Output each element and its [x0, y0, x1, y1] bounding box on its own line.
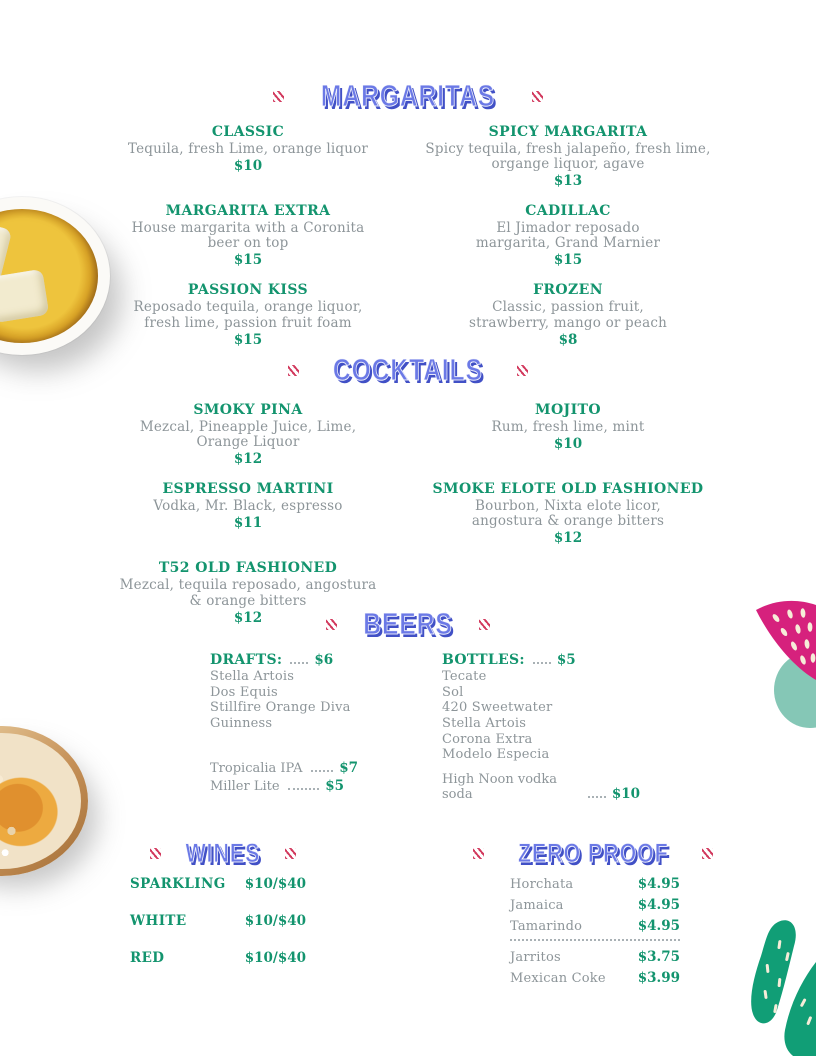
cocktails-title-row [0, 352, 816, 388]
beer-name: 420 Sweetwater [442, 700, 553, 716]
beer-name: Stella Artois [442, 716, 527, 732]
sparkle-icon [532, 91, 543, 102]
item-name: CADILLAC [525, 203, 611, 220]
wine-name: SPARKLING [130, 876, 226, 892]
drafts-label: DRAFTS: [210, 652, 283, 668]
zero-proof-title-row [478, 838, 708, 869]
bottles-header [442, 652, 576, 668]
wines-list [130, 876, 306, 987]
cocktails-grid [88, 402, 728, 626]
drink-price: $4.95 [637, 918, 680, 934]
wines-title-row [118, 838, 328, 869]
item-price: $12 [233, 609, 263, 626]
item-desc: Tequila, fresh Lime, orange liquor [127, 141, 369, 157]
wine-row-white [130, 913, 306, 929]
sparkle-icon [288, 365, 299, 376]
wine-price: $10/$40 [244, 913, 306, 929]
item-price: $13 [553, 173, 583, 190]
beer-price: $10 [611, 786, 640, 803]
menu-item-frozen [418, 282, 718, 347]
beer-name: High Noon vodka soda [442, 772, 557, 803]
zero-proof-row [510, 918, 680, 934]
zero-proof-list [510, 876, 680, 991]
cactus-illustration [744, 916, 816, 1056]
drafts-price: $6 [314, 652, 334, 668]
item-desc: House margarita with a Coronita beer on top [131, 220, 365, 252]
wine-name: RED [130, 950, 165, 966]
zero-proof-row [510, 949, 680, 965]
item-desc: Mezcal, Pineapple Juice, Lime, Orange Liquor [139, 419, 357, 451]
beer-name: Modelo Especia [442, 747, 550, 763]
beers-title-row [0, 606, 816, 642]
menu-item-margarita-extra [98, 203, 398, 268]
zero-proof-row [510, 970, 680, 986]
item-desc: Classic, passion fruit, strawberry, mango or peach [469, 299, 667, 331]
item-price: $15 [233, 331, 263, 348]
dotted-leader [288, 788, 320, 790]
item-desc: Spicy tequila, fresh jalapeño, fresh lime, organge liquor, agave [425, 141, 711, 173]
menu-item-passion-kiss [98, 282, 398, 347]
beer-foam [0, 733, 81, 869]
dotted-leader [533, 662, 551, 664]
item-desc: El Jimador reposado margarita, Grand Marnier [475, 220, 661, 252]
zero-proof-row [510, 897, 680, 913]
beer-name: Stillfire Orange Diva [210, 700, 351, 716]
menu-item-classic [98, 124, 398, 174]
bottles-extras [442, 772, 642, 802]
item-name: SPICY MARGARITA [488, 124, 648, 140]
sparkle-icon [473, 848, 484, 859]
menu-item-smoky-pina [98, 402, 398, 467]
wine-price: $10/$40 [244, 876, 306, 892]
item-desc: Bourbon, Nixta elote licor, angostura & orange bitters [471, 498, 665, 530]
beer-name: Miller Lite [210, 778, 280, 794]
item-name: SMOKY PINA [193, 402, 303, 418]
item-price: $8 [558, 331, 578, 348]
item-name: ESPRESSO MARTINI [162, 481, 334, 498]
item-price: $10 [233, 158, 263, 175]
item-name: FROZEN [533, 282, 603, 299]
beer-name: Corona Extra [442, 731, 533, 747]
sparkle-icon [702, 848, 713, 859]
margaritas-title-row [0, 78, 816, 114]
section-title-beers: BEERS [363, 606, 453, 641]
item-name: CLASSIC [211, 124, 285, 140]
wine-price: $10/$40 [244, 950, 306, 966]
item-price: $12 [553, 530, 583, 547]
item-price: $11 [233, 515, 263, 532]
bottles-price: $5 [556, 652, 576, 668]
beer-name: Tecate [442, 669, 487, 684]
item-name: MARGARITA EXTRA [165, 203, 331, 220]
item-price: $15 [233, 252, 263, 269]
drink-price: $3.75 [637, 949, 680, 965]
drink-name: Tamarindo [510, 919, 583, 934]
drafts-column [210, 652, 360, 796]
sparkle-icon [326, 619, 337, 630]
dotted-leader [290, 662, 308, 664]
menu-item-smoke-elote-old-fashioned [418, 481, 718, 546]
drafts-extras [210, 760, 360, 794]
beer-priced-row [442, 772, 640, 802]
item-price: $15 [553, 252, 583, 269]
drink-name: Jamaica [510, 898, 564, 913]
margaritas-grid [88, 124, 728, 348]
drink-price: $3.99 [637, 970, 680, 986]
drink-name: Jarritos [510, 950, 561, 965]
beer-price: $5 [325, 777, 344, 794]
item-price: $12 [233, 451, 263, 468]
menu-item-mojito [418, 402, 718, 452]
menu-item-cadillac [418, 203, 718, 268]
drafts-header [210, 652, 332, 668]
beer-photo [0, 726, 88, 876]
drink-name: Mexican Coke [510, 971, 606, 986]
menu-item-espresso-martini [98, 481, 398, 531]
drafts-list [210, 670, 360, 732]
wine-row-red [130, 950, 306, 966]
section-title-margaritas: MARGARITAS [320, 78, 496, 113]
bottles-list [442, 670, 642, 763]
item-desc: Reposado tequila, orange liquor, fresh lime, passion fruit foam [133, 299, 363, 331]
sparkle-icon [285, 848, 296, 859]
item-name: SMOKE ELOTE OLD FASHIONED [432, 481, 704, 498]
item-desc: Rum, fresh lime, mint [491, 419, 645, 435]
dotted-leader [588, 796, 606, 798]
zero-proof-row [510, 876, 680, 892]
beer-name: Guinness [210, 716, 273, 732]
item-desc: Vodka, Mr. Black, espresso [153, 498, 343, 515]
item-name: PASSION KISS [187, 282, 309, 299]
beer-priced-row [210, 778, 344, 794]
wine-name: WHITE [130, 913, 187, 929]
section-title-cocktails: COCKTAILS [332, 352, 484, 387]
bottles-column [442, 652, 642, 804]
beer-name: Dos Equis [210, 684, 278, 700]
item-name: T52 OLD FASHIONED [158, 560, 338, 577]
menu-item-spicy-margarita [418, 124, 718, 189]
item-desc: Mezcal, tequila reposado, angostura & orange bitters [119, 577, 377, 609]
item-price: $10 [553, 436, 583, 453]
beer-name: Tropicalia IPA [210, 760, 303, 776]
amber-drink-liquid [0, 209, 98, 343]
beer-price: $7 [339, 759, 358, 776]
ice-cube [0, 269, 49, 323]
drink-name: Horchata [510, 877, 574, 892]
bottles-label: BOTTLES: [442, 652, 525, 668]
sparkle-icon [479, 619, 490, 630]
sparkle-icon [273, 91, 284, 102]
sparkle-icon [150, 848, 161, 859]
dotted-leader [311, 770, 334, 772]
drink-price: $4.95 [637, 897, 680, 913]
beer-name: Sol [442, 684, 464, 700]
drink-price: $4.95 [637, 876, 680, 892]
wine-row-sparkling [130, 876, 306, 892]
item-name: MOJITO [535, 402, 601, 418]
beer-name: Stella Artois [210, 669, 295, 684]
dotted-divider [510, 939, 680, 941]
section-title-zero-proof: ZERO PROOF [517, 838, 669, 868]
sparkle-icon [517, 365, 528, 376]
section-title-wines: WINES [185, 838, 261, 868]
beer-priced-row [210, 760, 358, 776]
